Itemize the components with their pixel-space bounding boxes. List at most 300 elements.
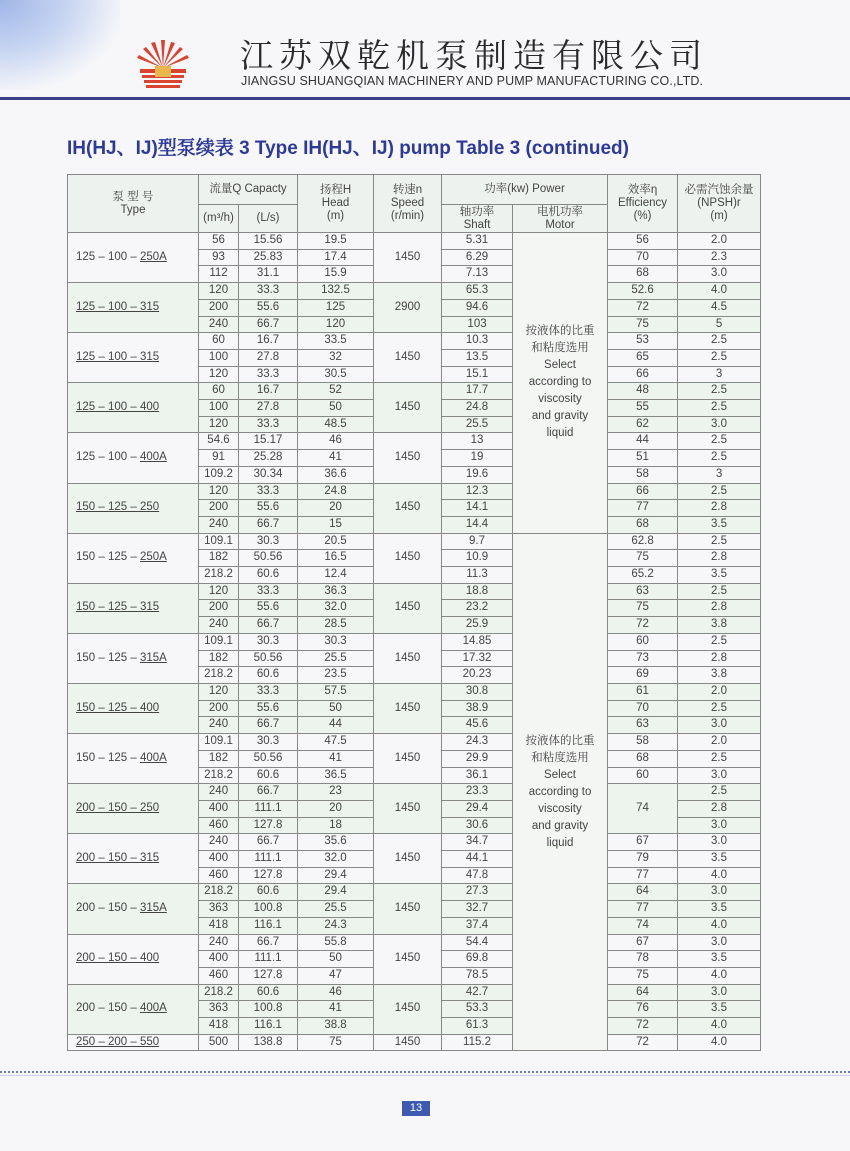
npsh: 2.5 (678, 383, 761, 400)
speed: 2900 (374, 283, 442, 333)
pump-type (68, 333, 199, 383)
efficiency: 78 (608, 951, 678, 968)
motor-power-note (513, 533, 608, 1051)
shaft-power: 36.1 (442, 767, 513, 784)
pump-type-underlined: 125 – 100 – 400 (76, 401, 160, 414)
shaft-power: 23.3 (442, 784, 513, 801)
head: 18 (298, 817, 374, 834)
table-row (68, 283, 761, 300)
head: 36.6 (298, 466, 374, 483)
pump-type (68, 834, 199, 884)
head: 29.4 (298, 867, 374, 884)
speed: 1450 (374, 734, 442, 784)
npsh: 5 (678, 316, 761, 333)
npsh: 3.0 (678, 767, 761, 784)
table-row (68, 483, 761, 500)
motor-note-line: viscosity (538, 393, 582, 406)
shaft-power: 10.9 (442, 550, 513, 567)
capacity-m3h: 418 (199, 917, 239, 934)
head: 38.8 (298, 1018, 374, 1035)
shaft-power: 30.8 (442, 683, 513, 700)
head: 15.9 (298, 266, 374, 283)
head: 35.6 (298, 834, 374, 851)
capacity-m3h: 500 (199, 1034, 239, 1051)
shaft-power: 103 (442, 316, 513, 333)
npsh: 3.5 (678, 851, 761, 868)
efficiency: 63 (608, 583, 678, 600)
capacity-m3h: 60 (199, 333, 239, 350)
efficiency: 62.8 (608, 533, 678, 550)
header-capacity: 流量Q Capacty (199, 175, 298, 205)
capacity-ls: 55.6 (239, 299, 298, 316)
pump-type (68, 984, 199, 1034)
shaft-power: 29.4 (442, 800, 513, 817)
capacity-m3h: 200 (199, 500, 239, 517)
head: 55.8 (298, 934, 374, 951)
motor-note-line: Select (544, 359, 576, 372)
speed: 1450 (374, 834, 442, 884)
npsh: 3.0 (678, 416, 761, 433)
motor-power-note (513, 233, 608, 534)
pump-type-underlined: 150 – 125 – 315 (76, 601, 160, 614)
npsh: 3.5 (678, 901, 761, 918)
capacity-m3h: 100 (199, 400, 239, 417)
efficiency: 68 (608, 266, 678, 283)
efficiency: 55 (608, 400, 678, 417)
pump-type (68, 1034, 199, 1051)
motor-note-line: Select (544, 768, 576, 781)
capacity-m3h: 182 (199, 650, 239, 667)
efficiency: 62 (608, 416, 678, 433)
head: 23.5 (298, 667, 374, 684)
footer-divider (0, 1071, 850, 1073)
capacity-ls: 31.1 (239, 266, 298, 283)
pump-type (68, 383, 199, 433)
capacity-m3h: 418 (199, 1018, 239, 1035)
capacity-m3h: 54.6 (199, 433, 239, 450)
npsh: 2.5 (678, 633, 761, 650)
shaft-power: 20.23 (442, 667, 513, 684)
head: 33.5 (298, 333, 374, 350)
capacity-ls: 50.56 (239, 750, 298, 767)
capacity-ls: 138.8 (239, 1034, 298, 1051)
efficiency: 63 (608, 717, 678, 734)
shaft-power: 69.8 (442, 951, 513, 968)
capacity-ls: 111.1 (239, 951, 298, 968)
speed: 1450 (374, 333, 442, 383)
efficiency: 72 (608, 1018, 678, 1035)
pump-type (68, 433, 199, 483)
efficiency: 75 (608, 316, 678, 333)
head: 36.3 (298, 583, 374, 600)
table-body (68, 233, 761, 1051)
head: 132.5 (298, 283, 374, 300)
shaft-power: 61.3 (442, 1018, 513, 1035)
head: 15 (298, 516, 374, 533)
pump-type-underlined: 125 – 100 – 315 (76, 350, 160, 363)
header-shaft-power: 轴功率 Shaft (442, 205, 513, 233)
shaft-power: 47.8 (442, 867, 513, 884)
shaft-power: 9.7 (442, 533, 513, 550)
efficiency: 74 (608, 784, 678, 834)
pump-type-prefix: 150 – 125 – (76, 651, 140, 664)
npsh: 2.0 (678, 233, 761, 250)
table-row (68, 984, 761, 1001)
header-efficiency: 效率η Efficiency (%) (608, 175, 678, 233)
capacity-ls: 33.3 (239, 366, 298, 383)
table-row (68, 583, 761, 600)
head: 28.5 (298, 617, 374, 634)
npsh: 2.5 (678, 483, 761, 500)
capacity-ls: 33.3 (239, 416, 298, 433)
motor-note-line: according to (528, 785, 592, 798)
speed: 1450 (374, 683, 442, 733)
pump-type (68, 233, 199, 283)
pump-type-prefix: 150 – 125 – (76, 751, 140, 764)
capacity-m3h: 120 (199, 683, 239, 700)
capacity-ls: 66.7 (239, 934, 298, 951)
efficiency: 67 (608, 934, 678, 951)
head: 50 (298, 700, 374, 717)
npsh: 4.0 (678, 867, 761, 884)
efficiency: 58 (608, 466, 678, 483)
head: 41 (298, 750, 374, 767)
shaft-power: 14.1 (442, 500, 513, 517)
head: 125 (298, 299, 374, 316)
efficiency: 77 (608, 901, 678, 918)
head: 32.0 (298, 600, 374, 617)
shaft-power: 115.2 (442, 1034, 513, 1051)
company-name-en: JIANGSU SHUANGQIAN MACHINERY AND PUMP MANUFACTURING CO.,LTD. (241, 74, 704, 88)
company-name-cn: 江苏双乾机泵制造有限公司 (240, 36, 708, 75)
shaft-power: 18.8 (442, 583, 513, 600)
capacity-ls: 66.7 (239, 717, 298, 734)
shaft-power: 6.29 (442, 249, 513, 266)
capacity-m3h: 112 (199, 266, 239, 283)
pump-type (68, 583, 199, 633)
shaft-power: 15.1 (442, 366, 513, 383)
shaft-power: 38.9 (442, 700, 513, 717)
head: 24.8 (298, 483, 374, 500)
npsh: 4.0 (678, 1018, 761, 1035)
head: 32 (298, 349, 374, 366)
capacity-ls: 100.8 (239, 1001, 298, 1018)
capacity-m3h: 240 (199, 617, 239, 634)
efficiency: 70 (608, 249, 678, 266)
shaft-power: 78.5 (442, 967, 513, 984)
speed: 1450 (374, 884, 442, 934)
efficiency: 69 (608, 667, 678, 684)
speed: 1450 (374, 583, 442, 633)
head: 29.4 (298, 884, 374, 901)
capacity-m3h: 218.2 (199, 984, 239, 1001)
efficiency: 60 (608, 767, 678, 784)
motor-note-line: 按液体的比重 (525, 734, 595, 747)
efficiency: 70 (608, 700, 678, 717)
shaft-power: 23.2 (442, 600, 513, 617)
shaft-power: 13 (442, 433, 513, 450)
npsh: 2.8 (678, 650, 761, 667)
capacity-m3h: 109.1 (199, 533, 239, 550)
speed: 1450 (374, 483, 442, 533)
npsh: 2.8 (678, 600, 761, 617)
motor-note-line: viscosity (538, 802, 582, 815)
pump-type-underlined: 315A (139, 902, 167, 915)
capacity-m3h: 109.2 (199, 466, 239, 483)
head: 36.5 (298, 767, 374, 784)
capacity-ls: 33.3 (239, 483, 298, 500)
shaft-power: 14.4 (442, 516, 513, 533)
npsh: 4.0 (678, 967, 761, 984)
npsh: 3.5 (678, 951, 761, 968)
head: 46 (298, 433, 374, 450)
capacity-m3h: 460 (199, 867, 239, 884)
capacity-m3h: 60 (199, 383, 239, 400)
motor-note-line: 按液体的比重 (525, 325, 595, 338)
capacity-ls: 66.7 (239, 834, 298, 851)
efficiency: 66 (608, 366, 678, 383)
shaft-power: 24.8 (442, 400, 513, 417)
table-title: IH(HJ、IJ)型泵续表 3 Type IH(HJ、IJ) pump Table 3 (continued) (67, 138, 629, 159)
pump-type (68, 784, 199, 834)
capacity-ls: 55.6 (239, 600, 298, 617)
npsh: 2.5 (678, 433, 761, 450)
header-capacity-m3h: (m³/h) (199, 205, 239, 233)
capacity-ls: 16.7 (239, 333, 298, 350)
header-capacity-ls: (L/s) (239, 205, 298, 233)
table-row (68, 884, 761, 901)
npsh: 3.0 (678, 817, 761, 834)
head: 30.3 (298, 633, 374, 650)
header-npsh: 必需汽蚀余量 (NPSH)r (m) (678, 175, 761, 233)
efficiency: 72 (608, 299, 678, 316)
efficiency: 75 (608, 600, 678, 617)
table-row (68, 683, 761, 700)
efficiency: 72 (608, 1034, 678, 1051)
npsh: 3.0 (678, 934, 761, 951)
table-row (68, 784, 761, 801)
shaft-power: 12.3 (442, 483, 513, 500)
capacity-ls: 66.7 (239, 516, 298, 533)
capacity-m3h: 100 (199, 349, 239, 366)
speed: 1450 (374, 433, 442, 483)
pump-type-underlined: 200 – 150 – 400 (76, 952, 160, 965)
efficiency: 60 (608, 633, 678, 650)
table-row (68, 433, 761, 450)
shaft-power: 17.32 (442, 650, 513, 667)
capacity-ls: 100.8 (239, 901, 298, 918)
capacity-m3h: 460 (199, 817, 239, 834)
shaft-power: 19.6 (442, 466, 513, 483)
capacity-m3h: 200 (199, 600, 239, 617)
efficiency: 64 (608, 884, 678, 901)
table-row (68, 633, 761, 650)
capacity-m3h: 120 (199, 416, 239, 433)
shaft-power: 14.85 (442, 633, 513, 650)
capacity-m3h: 240 (199, 834, 239, 851)
motor-note-line: liquid (546, 836, 574, 849)
efficiency: 58 (608, 734, 678, 751)
capacity-m3h: 182 (199, 550, 239, 567)
npsh: 3.5 (678, 567, 761, 584)
efficiency: 48 (608, 383, 678, 400)
pump-type (68, 533, 199, 583)
pump-type (68, 483, 199, 533)
npsh: 3.0 (678, 266, 761, 283)
pump-type-underlined: 400A (139, 1002, 167, 1015)
speed: 1450 (374, 934, 442, 984)
head: 52 (298, 383, 374, 400)
capacity-ls: 25.83 (239, 249, 298, 266)
decorative-swirl (0, 0, 120, 90)
head: 46 (298, 984, 374, 1001)
efficiency: 67 (608, 834, 678, 851)
shaft-power: 17.7 (442, 383, 513, 400)
capacity-ls: 30.34 (239, 466, 298, 483)
head: 25.5 (298, 901, 374, 918)
capacity-ls: 66.7 (239, 617, 298, 634)
npsh: 2.5 (678, 349, 761, 366)
npsh: 2.5 (678, 784, 761, 801)
pump-type-prefix: 200 – 150 – (76, 902, 140, 915)
npsh: 2.5 (678, 583, 761, 600)
table-row (68, 834, 761, 851)
pump-type-prefix: 125 – 100 – (76, 250, 140, 263)
table-row (68, 1034, 761, 1051)
capacity-ls: 33.3 (239, 283, 298, 300)
capacity-ls: 15.17 (239, 433, 298, 450)
shaft-power: 34.7 (442, 834, 513, 851)
capacity-ls: 127.8 (239, 867, 298, 884)
npsh: 3.0 (678, 834, 761, 851)
efficiency: 68 (608, 516, 678, 533)
capacity-m3h: 363 (199, 901, 239, 918)
capacity-m3h: 218.2 (199, 767, 239, 784)
shaft-power: 54.4 (442, 934, 513, 951)
capacity-m3h: 240 (199, 784, 239, 801)
table-row (68, 934, 761, 951)
npsh: 3.8 (678, 617, 761, 634)
efficiency: 44 (608, 433, 678, 450)
table-row (68, 233, 761, 250)
capacity-ls: 66.7 (239, 784, 298, 801)
npsh: 2.5 (678, 533, 761, 550)
speed: 1450 (374, 784, 442, 834)
capacity-ls: 33.3 (239, 583, 298, 600)
shaft-power: 25.5 (442, 416, 513, 433)
capacity-ls: 50.56 (239, 550, 298, 567)
speed: 1450 (374, 633, 442, 683)
capacity-ls: 116.1 (239, 1018, 298, 1035)
pump-type-underlined: 250A (139, 250, 167, 263)
npsh: 2.8 (678, 500, 761, 517)
npsh: 3.0 (678, 984, 761, 1001)
footer-divider-line (0, 1075, 850, 1076)
capacity-m3h: 120 (199, 483, 239, 500)
efficiency: 64 (608, 984, 678, 1001)
speed: 1450 (374, 383, 442, 433)
header-motor-power: 电机功率 Motor (513, 205, 608, 233)
head: 120 (298, 316, 374, 333)
pump-type (68, 934, 199, 984)
efficiency: 56 (608, 233, 678, 250)
shaft-power: 32.7 (442, 901, 513, 918)
capacity-m3h: 240 (199, 934, 239, 951)
capacity-ls: 127.8 (239, 817, 298, 834)
shaft-power: 24.3 (442, 734, 513, 751)
table-row (68, 333, 761, 350)
shaft-power: 27.3 (442, 884, 513, 901)
capacity-m3h: 400 (199, 951, 239, 968)
efficiency: 52.6 (608, 283, 678, 300)
capacity-m3h: 400 (199, 851, 239, 868)
npsh: 3 (678, 466, 761, 483)
head: 24.3 (298, 917, 374, 934)
efficiency: 75 (608, 967, 678, 984)
pump-spec-table (67, 174, 761, 1051)
pump-type-underlined: 200 – 150 – 250 (76, 801, 160, 814)
capacity-m3h: 120 (199, 366, 239, 383)
capacity-m3h: 460 (199, 967, 239, 984)
head: 17.4 (298, 249, 374, 266)
npsh: 2.5 (678, 450, 761, 467)
npsh: 2.3 (678, 249, 761, 266)
shaft-power: 42.7 (442, 984, 513, 1001)
motor-note-line: and gravity (531, 410, 589, 423)
shaft-power: 53.3 (442, 1001, 513, 1018)
capacity-m3h: 120 (199, 283, 239, 300)
efficiency: 61 (608, 683, 678, 700)
efficiency: 72 (608, 617, 678, 634)
shaft-power: 37.4 (442, 917, 513, 934)
pump-type-underlined: 200 – 150 – 315 (76, 852, 160, 865)
head: 44 (298, 717, 374, 734)
capacity-ls: 25.28 (239, 450, 298, 467)
efficiency: 77 (608, 867, 678, 884)
npsh: 2.0 (678, 734, 761, 751)
npsh: 2.5 (678, 700, 761, 717)
pump-type-underlined: 125 – 100 – 315 (76, 300, 160, 313)
pump-type (68, 884, 199, 934)
shaft-power: 65.3 (442, 283, 513, 300)
npsh: 3.5 (678, 516, 761, 533)
capacity-ls: 55.6 (239, 700, 298, 717)
pump-type (68, 734, 199, 784)
motor-note-line: and gravity (531, 819, 589, 832)
capacity-ls: 27.8 (239, 349, 298, 366)
npsh: 3.8 (678, 667, 761, 684)
efficiency: 65.2 (608, 567, 678, 584)
efficiency: 53 (608, 333, 678, 350)
motor-note-line: liquid (546, 427, 574, 440)
capacity-ls: 30.3 (239, 734, 298, 751)
pump-type-underlined: 400A (139, 451, 167, 464)
head: 20 (298, 500, 374, 517)
pump-type (68, 283, 199, 333)
capacity-ls: 127.8 (239, 967, 298, 984)
capacity-ls: 60.6 (239, 567, 298, 584)
capacity-m3h: 200 (199, 700, 239, 717)
capacity-m3h: 218.2 (199, 567, 239, 584)
shaft-power: 44.1 (442, 851, 513, 868)
capacity-m3h: 91 (199, 450, 239, 467)
speed: 1450 (374, 1034, 442, 1051)
capacity-ls: 116.1 (239, 917, 298, 934)
npsh: 4.0 (678, 1034, 761, 1051)
efficiency: 74 (608, 917, 678, 934)
npsh: 3 (678, 366, 761, 383)
shaft-power: 30.6 (442, 817, 513, 834)
